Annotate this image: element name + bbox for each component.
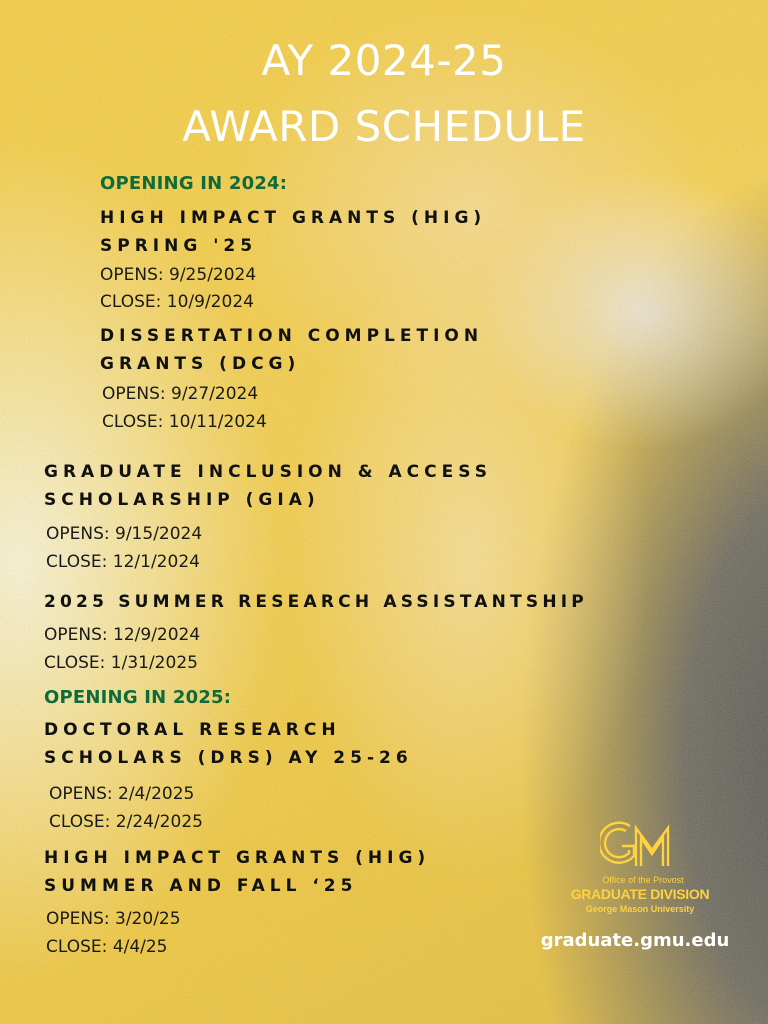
award-opens-date: OPENS: 9/25/2024: [100, 265, 257, 285]
logo-office-text: Office of the Provost: [602, 875, 684, 885]
section-heading-2024: OPENING IN 2024:: [100, 173, 288, 194]
award-close-date: CLOSE: 1/31/2025: [44, 653, 198, 673]
award-title-hig-summer-fall-line1: HIGH IMPACT GRANTS (HIG): [44, 848, 431, 868]
award-opens-date: OPENS: 9/27/2024: [102, 384, 259, 404]
title-year: AY 2024-25: [261, 36, 507, 85]
award-close-date: CLOSE: 12/1/2024: [46, 552, 200, 572]
award-title-drs-line1: DOCTORAL RESEARCH: [44, 720, 341, 740]
award-title-dcg-line1: DISSERTATION COMPLETION: [100, 326, 484, 346]
award-opens-date: OPENS: 2/4/2025: [49, 784, 195, 804]
award-title-gia-line1: GRADUATE INCLUSION & ACCESS: [44, 462, 492, 482]
section-heading-2025: OPENING IN 2025:: [44, 687, 232, 708]
title-award-schedule: AWARD SCHEDULE: [182, 102, 586, 151]
award-title-hig-spring-line2: SPRING '25: [100, 236, 258, 256]
gm-logo-icon: [600, 820, 688, 872]
award-title-gia-line2: SCHOLARSHIP (GIA): [44, 490, 320, 510]
logo-division-text: GRADUATE DIVISION: [570, 886, 710, 902]
award-close-date: CLOSE: 10/11/2024: [102, 412, 267, 432]
award-opens-date: OPENS: 3/20/25: [46, 909, 181, 929]
award-title-hig-spring-line1: HIGH IMPACT GRANTS (HIG): [100, 208, 487, 228]
award-title-dcg-line2: GRANTS (DCG): [100, 354, 301, 374]
award-title-drs-line2: SCHOLARS (DRS) AY 25-26: [44, 748, 413, 768]
award-close-date: CLOSE: 10/9/2024: [100, 292, 254, 312]
award-opens-date: OPENS: 9/15/2024: [46, 524, 203, 544]
award-close-date: CLOSE: 2/24/2025: [49, 812, 203, 832]
website-url[interactable]: graduate.gmu.edu: [540, 930, 730, 951]
award-title-summer-ra: 2025 SUMMER RESEARCH ASSISTANTSHIP: [44, 592, 588, 612]
award-close-date: CLOSE: 4/4/25: [46, 937, 168, 957]
award-opens-date: OPENS: 12/9/2024: [44, 625, 201, 645]
award-title-hig-summer-fall-line2: SUMMER AND FALL ‘25: [44, 876, 358, 896]
logo-university-text: George Mason University: [585, 904, 695, 914]
